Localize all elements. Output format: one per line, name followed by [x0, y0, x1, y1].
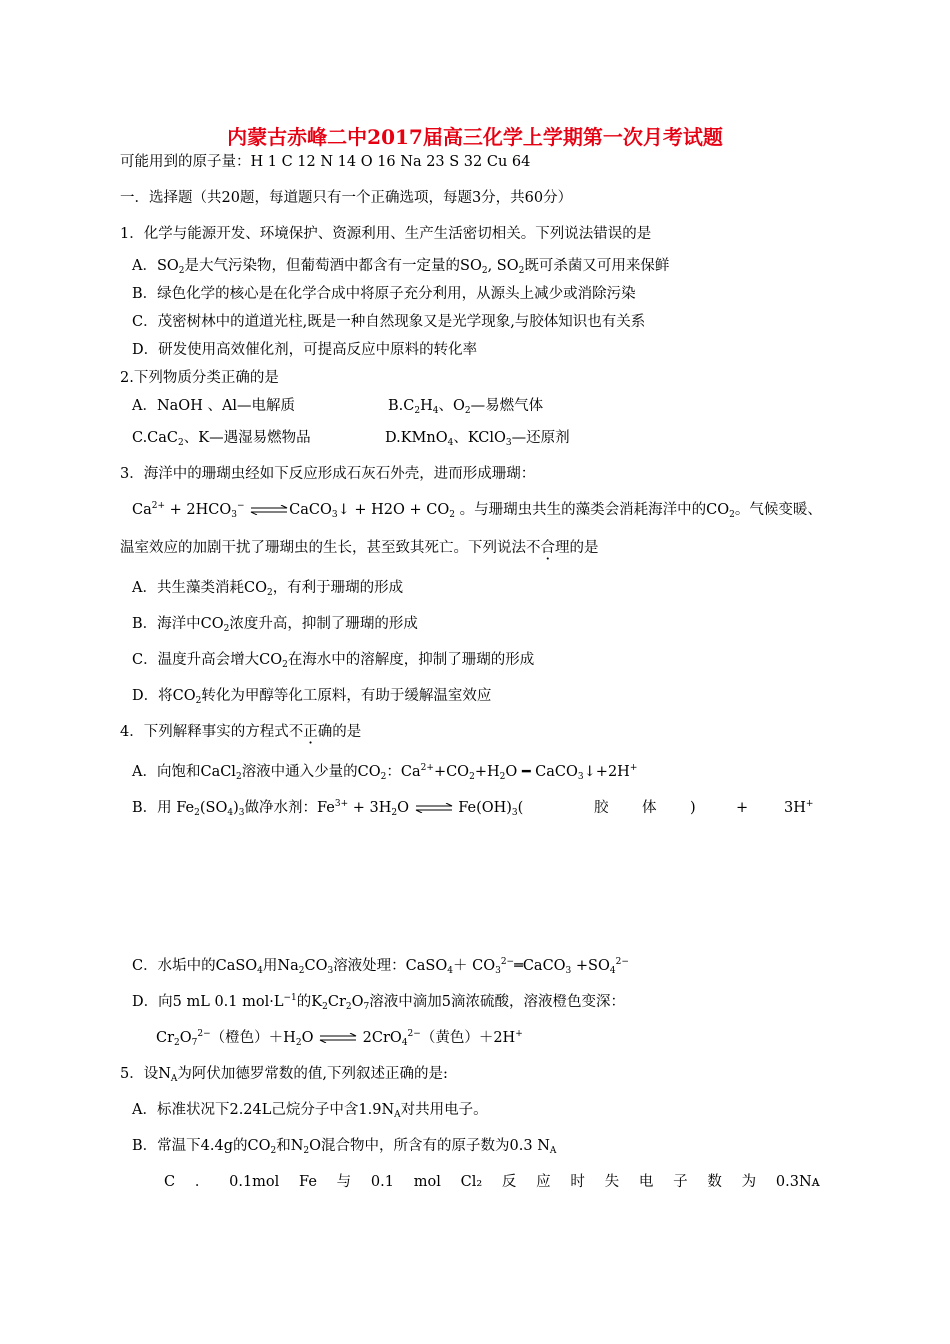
q3-stem-continued: 温室效应的加剧干扰了珊瑚虫的生长，甚至致其死亡。下列说法不合理的是 [120, 540, 599, 556]
q5-option-c: C ． 0.1mol Fe 与 0.1 mol Cl₂ 反 应 时 失 电 子 数 为 0.3Nᴀ [164, 1174, 820, 1190]
q4-option-b-paren: ) [690, 800, 696, 816]
q1-option-c: C．茂密树林中的道道光柱,既是一种自然现象又是光学现象,与胶体知识也有关系 [132, 314, 646, 330]
section-heading: 一．选择题（共20题，每道题只有一个正确选项，每题3分，共60分） [120, 190, 573, 206]
atomic-masses: 可能用到的原子量：H 1 C 12 N 14 O 16 Na 23 S 32 Cu 64 [120, 154, 531, 170]
question-2-stem: 2.下列物质分类正确的是 [120, 370, 279, 386]
q4-option-c: C．水垢中的CaSO$_4$用$Na_2CO_3$溶液处理：CaSO$_4$＋ $CO_3^{2-}═CaCO_3 +SO_4^{2-}$ [132, 957, 629, 976]
q4-option-d-equation: $Cr_2O_7^{2-}$（橙色）$+H_2O$ 2CrO$_4^{2-}$（黄色）＋2H+ [156, 1029, 523, 1048]
q4-option-d: D．向5 mL 0.1 $mol\cdot L^{-1}$的$K_2Cr_2O_7$溶液中滴加5滴浓硫酸，溶液橙色变深： [132, 993, 625, 1012]
q1-option-d: D．研发使用高效催化剂，可提高反应中原料的转化率 [132, 342, 478, 358]
question-1-stem: 1．化学与能源开发、环境保护、资源利用、生产生活密切相关。下列说法错误的是 [120, 226, 652, 242]
q1-option-a: A．$SO_2$是大气污染物，但葡萄酒中都含有一定量的$SO_2$, $SO_2$既可杀菌又可用来保鲜 [132, 258, 670, 276]
question-5-stem: 5．设$N_A$为阿伏加德罗常数的值,下列叙述正确的是: [120, 1066, 448, 1084]
q3-option-d: D．将$CO_2$转化为甲醇等化工原料，有助于缓解温室效应 [132, 688, 492, 706]
q5-option-a: A．标准状况下2.24L己烷分子中含$1.9N_A$对共用电子。 [132, 1102, 488, 1120]
reversible-arrow-icon [249, 505, 289, 515]
question-4-stem: 4．下列解释事实的方程式不正确的是 [120, 724, 362, 740]
q1-option-b: B．绿色化学的核心是在化学合成中将原子充分利用，从源头上减少或消除污染 [132, 286, 636, 302]
emphasis-incorrect: 不正确 [288, 724, 333, 740]
q2-option-c: C.CaC$_2$、K—遇湿易燃物品 [132, 430, 311, 448]
q3-option-c: C．温度升高会增大$CO_2$在海水中的溶解度，抑制了珊瑚的形成 [132, 652, 535, 670]
q4-option-b-left: B．用 $Fe_2(SO_4)_3$做净水剂：$Fe^{3+} + 3H_2O$ $Fe(OH)_3$( [132, 799, 524, 818]
page-title: 内蒙古赤峰二中2017届高三化学上学期第一次月考试题 [227, 125, 723, 149]
q2-option-d: D.KMnO$_4$、KClO$_3$—还原剂 [385, 430, 570, 448]
q2-option-b: $B.C_2H_4$、$O_2—$易燃气体 [388, 398, 544, 416]
reversible-arrow-icon [318, 1033, 358, 1043]
q4-option-b-hplus: 3H+ [784, 799, 814, 816]
q3-option-a: A．共生藻类消耗$CO_2$，有利于珊瑚的形成 [132, 580, 404, 598]
q5-option-b: B．常温下4.4g的$CO_2$和$N_2O$混合物中，所含有的原子数为0.3 $N_A$ [132, 1138, 557, 1156]
emphasis-not-reasonable: 不合理 [526, 540, 570, 556]
reversible-arrow-icon [414, 803, 454, 813]
question-3-stem: 3．海洋中的珊瑚虫经如下反应形成石灰石外壳，进而形成珊瑚： [120, 466, 536, 482]
q2-option-a: A．NaOH 、Al—电解质 [132, 398, 296, 414]
q4-option-b-plus: + [736, 800, 749, 816]
q3-reaction-equation: $Ca^{2+} + 2HCO_3^-$ CaCO$_3$↓ + $H2O + CO_2$ 。与珊瑚虫共生的藻类会消耗海洋中的$CO_2$。气候变暖、 [132, 501, 822, 520]
q4-option-b-colloid: 胶 [594, 800, 609, 816]
q4-option-b-body: 体 [642, 800, 657, 816]
q4-option-a: A．向饱和CaCl$_2$溶液中通入少量的$CO_2$：$Ca^{2+}+CO_2+H_2O$ ━ CaCO$_3$↓+2H+ [132, 763, 638, 782]
q3-option-b: B．海洋中$CO_2$浓度升高，抑制了珊瑚的形成 [132, 616, 418, 634]
